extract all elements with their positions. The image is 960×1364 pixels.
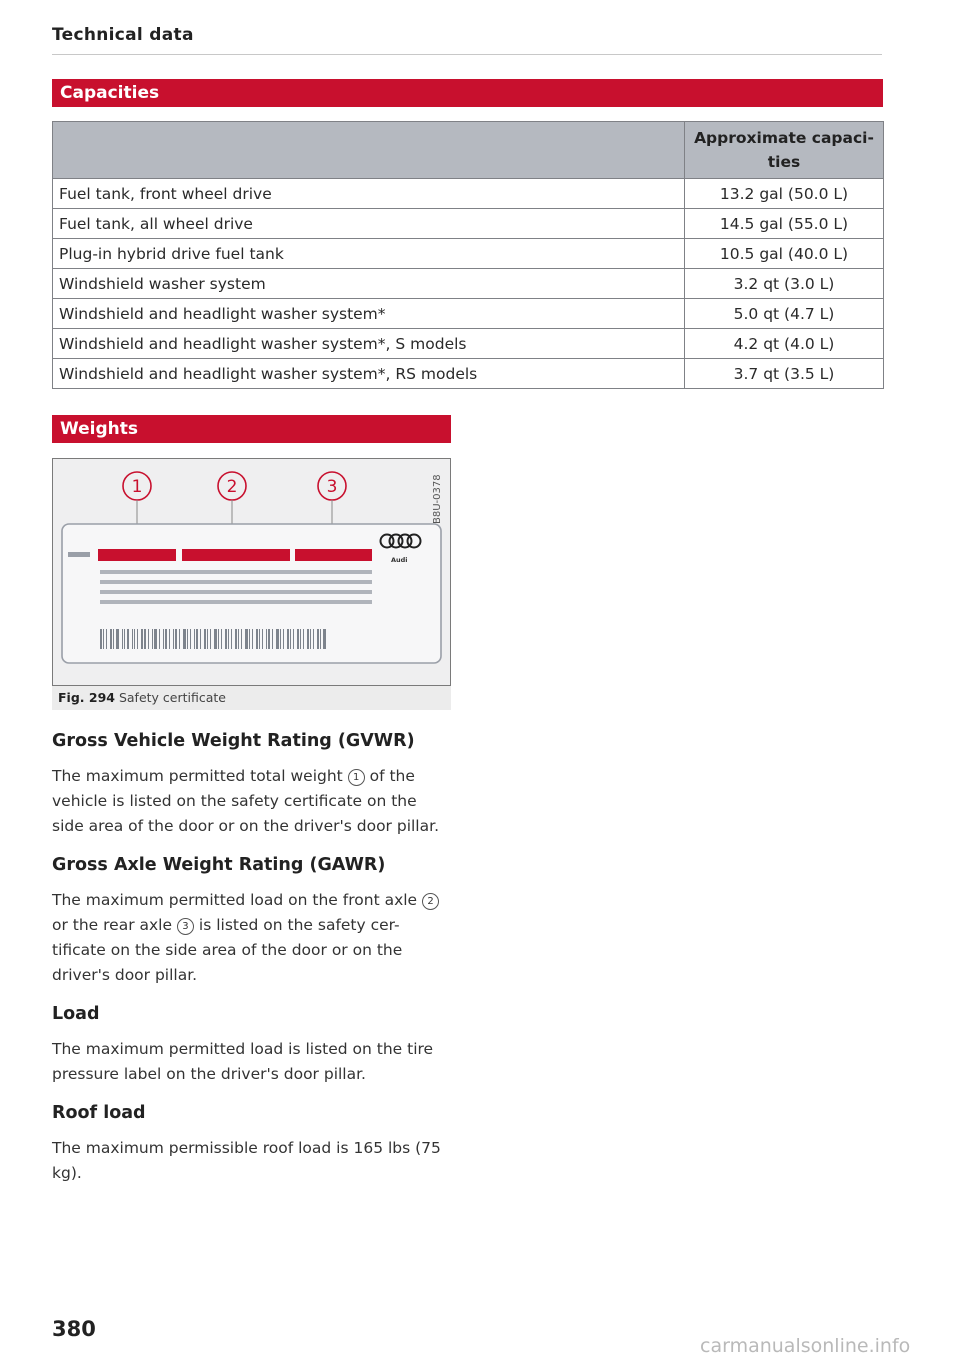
- callout-ref-2: 2: [422, 893, 439, 910]
- barcode-bar: [310, 629, 311, 649]
- table-row: [53, 329, 884, 359]
- barcode-bar: [307, 629, 309, 649]
- barcode-bar: [183, 629, 186, 649]
- barcode-bar: [200, 629, 201, 649]
- barcode-bar: [320, 629, 321, 649]
- table-cell-value: 13.2 gal (50.0 L): [685, 179, 884, 209]
- paragraph-text: The maximum permissible roof load is 165 lbs (75 kg).: [52, 1139, 441, 1182]
- safety-certificate-illustration: [53, 459, 450, 685]
- paragraph-text: The maximum permitted load on the front axle: [52, 891, 423, 909]
- section-paragraph: [52, 888, 452, 988]
- red-field-3: [295, 549, 372, 561]
- figure-caption-text: Safety certificate: [118, 690, 226, 705]
- barcode-bar: [187, 629, 188, 649]
- table-cell-item: Fuel tank, front wheel drive: [53, 179, 685, 209]
- figure-code: [422, 464, 450, 526]
- red-field-1: [98, 549, 176, 561]
- barcode-bar: [266, 629, 267, 649]
- watermark: carmanualsonline.info: [700, 1335, 911, 1357]
- section-heading: Gross Vehicle Weight Rating (GVWR): [52, 731, 415, 751]
- weights-banner: Weights: [52, 415, 451, 443]
- barcode-bar: [144, 629, 146, 649]
- barcode-bar: [204, 629, 206, 649]
- barcode-bar: [290, 629, 291, 649]
- barcode-bar: [280, 629, 281, 649]
- barcode-bar: [103, 629, 104, 649]
- barcode-bar: [106, 629, 107, 649]
- section-paragraph: [52, 1037, 452, 1087]
- barcode-bar: [259, 629, 260, 649]
- barcode-bar: [179, 629, 180, 649]
- table-row: [53, 209, 884, 239]
- table-header-row: [53, 122, 884, 179]
- barcode-bar: [134, 629, 135, 649]
- table-cell-item: Windshield and headlight washer system*, S models: [53, 329, 685, 359]
- barcode-bar: [137, 629, 138, 649]
- callout-ref-1: 1: [348, 769, 365, 786]
- table-header-capacity: Approximate capaci-ties: [685, 122, 884, 179]
- barcode-bar: [225, 629, 227, 649]
- text-line: [100, 600, 372, 604]
- barcode-bar: [110, 629, 112, 649]
- callout-2-label: 2: [226, 477, 238, 497]
- text-line: [100, 580, 372, 584]
- audi-logo-text: Audi: [391, 556, 408, 564]
- barcode-bar: [122, 629, 123, 649]
- barcode-bar: [245, 629, 248, 649]
- paragraph-text: or the rear axle: [52, 916, 177, 934]
- barcode-bar: [127, 629, 129, 649]
- callout-ref-3: 3: [177, 918, 194, 935]
- barcode-bar: [152, 629, 153, 649]
- table-row: [53, 239, 884, 269]
- barcode-bar: [231, 629, 232, 649]
- page-number: 380: [52, 1317, 96, 1341]
- callout-1: [123, 472, 151, 500]
- table-cell-item: Windshield and headlight washer system*: [53, 299, 685, 329]
- table-cell-item: Windshield and headlight washer system*, RS models: [53, 359, 685, 389]
- barcode-bar: [165, 629, 167, 649]
- capacities-banner: Capacities: [52, 79, 883, 107]
- table-cell-value: 4.2 qt (4.0 L): [685, 329, 884, 359]
- barcode-bar: [238, 629, 239, 649]
- section-heading: Roof load: [52, 1103, 146, 1123]
- table-cell-item: Plug-in hybrid drive fuel tank: [53, 239, 685, 269]
- table-row: [53, 179, 884, 209]
- barcode-bar: [207, 629, 208, 649]
- barcode-bar: [124, 629, 125, 649]
- table-cell-value: 3.2 qt (3.0 L): [685, 269, 884, 299]
- barcode-bar: [196, 629, 198, 649]
- barcode-bar: [300, 629, 301, 649]
- barcode-bar: [159, 629, 160, 649]
- callout-3: [318, 472, 346, 500]
- table-header-empty: [53, 122, 685, 179]
- barcode-bar: [252, 629, 253, 649]
- barcode-bar: [283, 629, 284, 649]
- barcode-bar: [154, 629, 157, 649]
- paragraph-text: is listed on the safety cer-tificate on the side area of the door or on the driver's door pillar.: [52, 916, 403, 984]
- table-cell-value: 5.0 qt (4.7 L): [685, 299, 884, 329]
- table-row: [53, 269, 884, 299]
- section-paragraph: [52, 764, 452, 839]
- callout-1-label: 1: [131, 477, 143, 497]
- table-row: [53, 359, 884, 389]
- barcode-bar: [313, 629, 314, 649]
- text-line: [100, 570, 372, 574]
- barcode-bar: [221, 629, 222, 649]
- barcode-bar: [210, 629, 211, 649]
- label-gray-bar: [68, 552, 90, 557]
- barcode-bar: [169, 629, 170, 649]
- barcode-bar: [317, 629, 319, 649]
- table-cell-item: Fuel tank, all wheel drive: [53, 209, 685, 239]
- page-header-title: Technical data: [52, 25, 194, 45]
- barcode-bar: [293, 629, 294, 649]
- barcode-bar: [228, 629, 229, 649]
- barcode-bar: [173, 629, 174, 649]
- table-cell-value: 10.5 gal (40.0 L): [685, 239, 884, 269]
- barcode-bar: [272, 629, 273, 649]
- barcode-bar: [268, 629, 270, 649]
- barcode-bar: [163, 629, 164, 649]
- figure-caption-label: Fig. 294: [58, 690, 115, 705]
- barcode-bar: [148, 629, 149, 649]
- capacities-table: [52, 121, 884, 389]
- paragraph-text: The maximum permitted load is listed on the tire pressure label on the driver's door pillar.: [52, 1040, 434, 1083]
- table-row: [53, 299, 884, 329]
- red-field-2: [182, 549, 290, 561]
- barcode-bar: [276, 629, 279, 649]
- table-cell-value: 14.5 gal (55.0 L): [685, 209, 884, 239]
- barcode-bar: [256, 629, 258, 649]
- table-cell-value: 3.7 qt (3.5 L): [685, 359, 884, 389]
- barcode-bar: [141, 629, 143, 649]
- header-divider: [52, 54, 882, 55]
- figure-code-text: B8U-0378: [432, 474, 443, 524]
- barcode-bar: [303, 629, 304, 649]
- barcode-bar: [113, 629, 114, 649]
- barcode-bar: [287, 629, 289, 649]
- barcode-bar: [262, 629, 263, 649]
- barcode-bar: [323, 629, 326, 649]
- barcode-bar: [194, 629, 195, 649]
- paragraph-text: of the vehicle is listed on the safety certificate on the side area of the door or on the driver's door pillar.: [52, 767, 439, 835]
- barcode-bar: [214, 629, 217, 649]
- barcode-bar: [190, 629, 191, 649]
- section-heading: Load: [52, 1004, 100, 1024]
- callout-3-label: 3: [326, 477, 338, 497]
- table-cell-item: Windshield washer system: [53, 269, 685, 299]
- barcode-bar: [100, 629, 102, 649]
- section-heading: Gross Axle Weight Rating (GAWR): [52, 855, 386, 875]
- barcode-bar: [218, 629, 219, 649]
- barcode-bar: [249, 629, 250, 649]
- figure-caption: [52, 686, 451, 710]
- barcode-bar: [241, 629, 242, 649]
- barcode-bar: [297, 629, 299, 649]
- barcode-bar: [116, 629, 119, 649]
- text-line: [100, 590, 372, 594]
- safety-certificate-figure: [52, 458, 451, 686]
- barcode-bar: [175, 629, 177, 649]
- paragraph-text: The maximum permitted total weight: [52, 767, 348, 785]
- barcode-bar: [235, 629, 237, 649]
- barcode-bar: [132, 629, 133, 649]
- section-paragraph: [52, 1136, 452, 1186]
- callout-2: [218, 472, 246, 500]
